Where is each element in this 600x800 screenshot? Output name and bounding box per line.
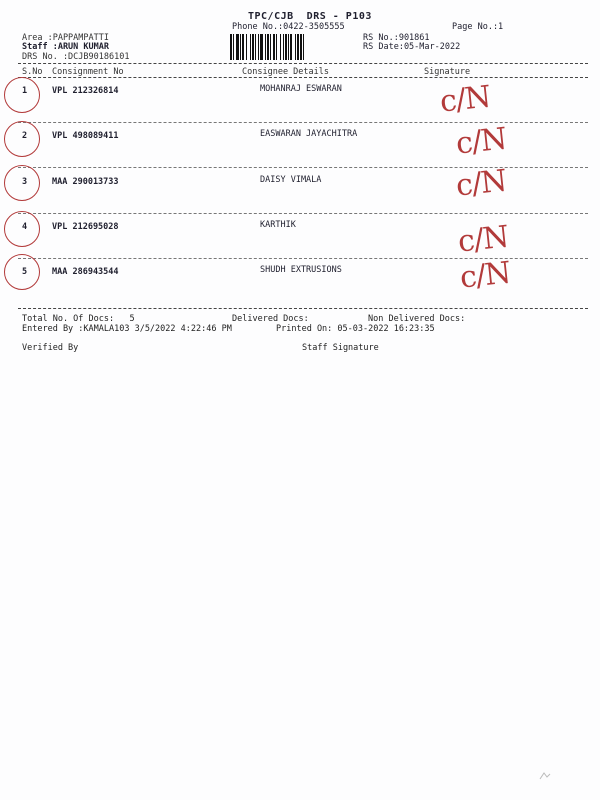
row-signature: c/N (454, 163, 508, 204)
row-consignee: SHUDH EXTRUSIONS (260, 265, 342, 275)
row-sno: 3 (22, 177, 28, 187)
rs-number: RS No.:901861 (363, 33, 430, 43)
page-number: Page No.:1 (452, 22, 504, 32)
handwritten-circle (4, 211, 40, 247)
rs-date: RS Date:05-Mar-2022 (363, 42, 461, 52)
row-signature: c/N (438, 79, 492, 120)
row-sno: 5 (22, 267, 28, 277)
document-title: TPC/CJB DRS - P103 (248, 11, 372, 22)
phone-number: Phone No.:0422-3505555 (232, 22, 345, 32)
area-label: Area :PAPPAMPATTI (22, 33, 109, 43)
row-consignment-no: MAA 290013733 (52, 177, 119, 187)
total-docs: Total No. Of Docs: 5 (22, 314, 135, 324)
row-consignee: MOHANRAJ ESWARAN (260, 84, 342, 94)
row-signature: c/N (456, 219, 510, 260)
row-consignment-no: VPL 212326814 (52, 86, 119, 96)
handwritten-circle (4, 77, 40, 113)
handwritten-circle (4, 254, 40, 290)
row-sno: 4 (22, 222, 28, 232)
col-consignment-header: Consignment No (52, 67, 124, 77)
row-consignee: EASWARAN JAYACHITRA (260, 129, 358, 139)
drs-number: DRS No. :DCJB90186101 (22, 52, 130, 62)
handwritten-circle (4, 121, 40, 157)
staff-label: Staff :ARUN KUMAR (22, 42, 109, 52)
header-rule-top (18, 63, 588, 64)
col-sno-header: S.No (22, 67, 43, 77)
delivered-docs: Delivered Docs: (232, 314, 309, 324)
handwritten-circle (4, 165, 40, 201)
row-consignee: KARTHIK (260, 220, 296, 230)
header-rule-bottom (18, 77, 588, 78)
row-consignment-no: MAA 286943544 (52, 267, 119, 277)
row-consignment-no: VPL 498089411 (52, 131, 119, 141)
col-consignee-header: Consignee Details (242, 67, 329, 77)
verified-by: Verified By (22, 343, 79, 353)
printed-on: Printed On: 05-03-2022 16:23:35 (276, 324, 435, 334)
barcode (230, 34, 352, 60)
non-delivered-docs: Non Delivered Docs: (368, 314, 466, 324)
row-consignment-no: VPL 212695028 (52, 222, 119, 232)
row-divider (18, 213, 588, 214)
col-signature-header: Signature (424, 67, 471, 77)
row-consignee: DAISY VIMALA (260, 175, 322, 185)
footer-rule-top (18, 308, 588, 309)
row-sno: 1 (22, 86, 28, 96)
staff-signature: Staff Signature (302, 343, 379, 353)
row-sno: 2 (22, 131, 28, 141)
entered-by: Entered By :KAMALA103 3/5/2022 4:22:46 PM (22, 324, 232, 334)
row-signature: c/N (458, 255, 512, 296)
row-signature: c/N (454, 121, 508, 162)
scan-mark-icon (538, 770, 552, 782)
